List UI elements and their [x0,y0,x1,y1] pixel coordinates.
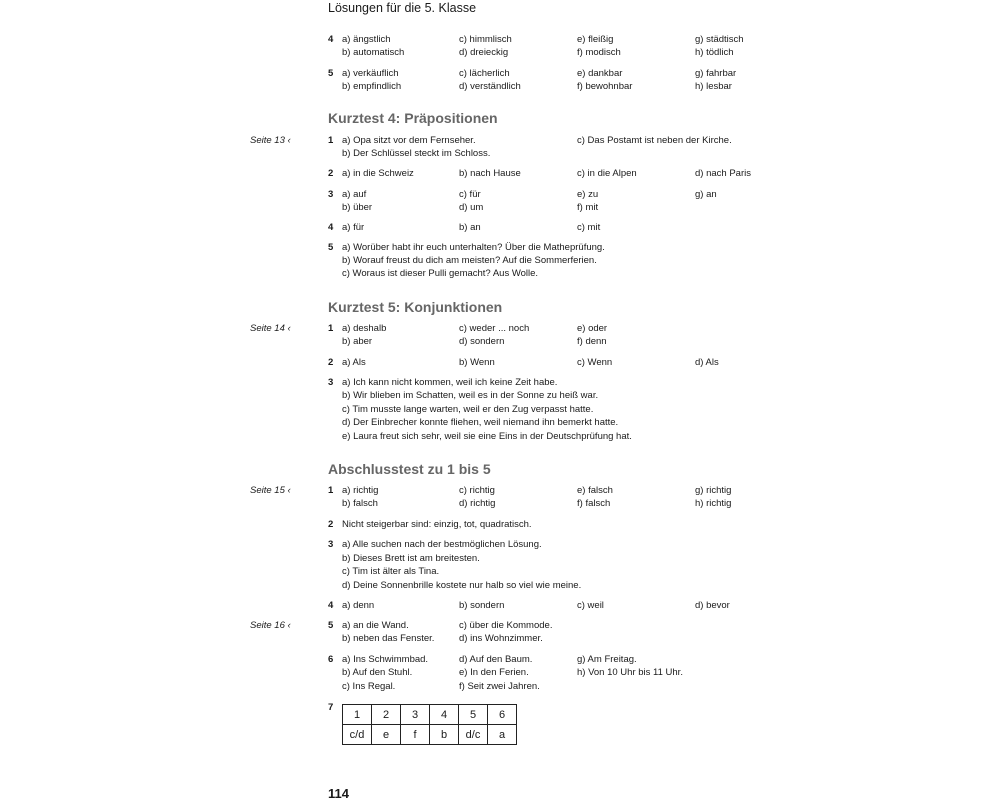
answer-item: c) lächerlich [459,68,510,79]
answer-item: c) richtig [459,485,495,496]
answer-item: b) Auf den Stuhl. [342,667,413,678]
answer-item: b) an [459,222,481,233]
question-number: 1 [328,323,334,334]
table-cell: f [401,725,430,745]
table-header-cell: 3 [401,705,430,725]
table-row [343,725,517,745]
answer-item: e) Laura freut sich sehr, weil sie eine Eins in der Deutschprüfung hat. [342,431,632,442]
question-number: 4 [328,600,334,611]
answer-item: b) sondern [459,600,505,611]
answer-item: a) Ich kann nicht kommen, weil ich keine Zeit habe. [342,377,558,388]
section-title-kurztest-4: Kurztest 4: Präpositionen [328,110,498,126]
answer-item: e) fleißig [577,34,614,45]
answer-item: e) oder [577,323,608,334]
table-header-cell: 6 [488,705,517,725]
answer-item: f) modisch [577,47,621,58]
answer-item: c) Wenn [577,357,613,368]
question-number: 5 [328,68,334,79]
answer-item: b) nach Hause [459,168,521,179]
answer-item: e) falsch [577,485,613,496]
answer-item: e) In den Ferien. [459,667,529,678]
answer-item: b) Dieses Brett ist am breitesten. [342,553,480,564]
question-number: 4 [328,222,334,233]
answer-item: Nicht steigerbar sind: einzig, tot, quadratisch. [342,519,532,530]
page-reference: Seite 14 ‹ [250,323,291,334]
answer-item: f) denn [577,336,607,347]
section-title-kurztest-5: Kurztest 5: Konjunktionen [328,299,503,315]
page-reference: Seite 15 ‹ [250,485,291,496]
table-header-cell: 1 [343,705,372,725]
answer-item: g) an [695,189,717,200]
answer-item: c) mit [577,222,601,233]
answer-item: g) städtisch [695,34,744,45]
answer-item: d) verständlich [459,81,521,92]
answer-item: a) verkäuflich [342,68,399,79]
page-reference: Seite 13 ‹ [250,135,291,146]
answer-item: c) weder ... noch [459,323,530,334]
answer-item: a) Opa sitzt vor dem Fernseher. [342,135,476,146]
answer-item: b) Wir blieben im Schatten, weil es in der Sonne zu heiß war. [342,390,599,401]
question-number: 2 [328,357,334,368]
answer-item: b) aber [342,336,373,347]
answer-item: d) Als [695,357,719,368]
answer-item: d) bevor [695,600,730,611]
answer-item: g) richtig [695,485,732,496]
answer-item: d) nach Paris [695,168,751,179]
answer-item: a) denn [342,600,375,611]
answer-item: a) in die Schweiz [342,168,414,179]
table-header-cell: 5 [459,705,488,725]
answer-item: d) Deine Sonnenbrille kostete nur halb so viel wie meine. [342,580,582,591]
table-cell: c/d [343,725,372,745]
page-header: Lösungen für die 5. Klasse [328,1,477,15]
table-cell: b [430,725,459,745]
question-number: 6 [328,654,334,665]
question-number: 5 [328,242,334,253]
table-cell: d/c [459,725,488,745]
answer-item: e) zu [577,189,599,200]
answer-item: a) Worüber habt ihr euch unterhalten? Über die Matheprüfung. [342,242,605,253]
answer-item: b) Worauf freust du dich am meisten? Auf die Sommerferien. [342,255,597,266]
answer-item: a) Als [342,357,366,368]
answer-item: c) Das Postamt ist neben der Kirche. [577,135,732,146]
question-number: 3 [328,189,334,200]
answer-item: b) falsch [342,498,378,509]
question-number: 3 [328,539,334,550]
question-number: 1 [328,485,334,496]
answer-item: b) über [342,202,373,213]
answer-item: a) für [342,222,365,233]
answer-item: b) neben das Fenster. [342,633,435,644]
question-number: 2 [328,519,334,530]
page-number: 114 [328,786,349,801]
answer-item: d) um [459,202,484,213]
answer-item: b) Wenn [459,357,495,368]
answer-item: a) Ins Schwimmbad. [342,654,429,665]
answer-item: d) ins Wohnzimmer. [459,633,543,644]
answer-item: c) in die Alpen [577,168,637,179]
answer-item: d) Auf den Baum. [459,654,533,665]
answer-item: c) Woraus ist dieser Pulli gemacht? Aus Wolle. [342,268,539,279]
table-header-cell: 2 [372,705,401,725]
answer-item: h) tödlich [695,47,734,58]
answer-item: c) weil [577,600,604,611]
answer-item: c) Tim musste lange warten, weil er den Zug verpasst hatte. [342,404,594,415]
table-cell: a [488,725,517,745]
question-number: 1 [328,135,334,146]
answer-item: a) deshalb [342,323,387,334]
answer-item: c) himmlisch [459,34,512,45]
answer-item: a) an die Wand. [342,620,409,631]
table-cell: e [372,725,401,745]
answer-item: c) Tim ist älter als Tina. [342,566,440,577]
answer-item: h) Von 10 Uhr bis 11 Uhr. [577,667,683,678]
question-number: 3 [328,377,334,388]
answer-item: b) empfindlich [342,81,402,92]
answer-item: g) fahrbar [695,68,737,79]
question-number: 7 [328,702,334,713]
table-row [343,705,517,725]
answer-item: d) Der Einbrecher konnte fliehen, weil niemand ihn bemerkt hatte. [342,417,619,428]
answer-item: f) falsch [577,498,611,509]
answer-item: f) mit [577,202,599,213]
answer-item: g) Am Freitag. [577,654,637,665]
answer-item: d) sondern [459,336,505,347]
answer-item: h) lesbar [695,81,732,92]
section-title-abschlusstest: Abschlusstest zu 1 bis 5 [328,461,491,477]
answer-item: e) dankbar [577,68,623,79]
answer-table [342,704,517,745]
answer-item: d) dreieckig [459,47,509,58]
answer-item: f) bewohnbar [577,81,633,92]
question-number: 4 [328,34,334,45]
question-number: 2 [328,168,334,179]
page-reference: Seite 16 ‹ [250,620,291,631]
answer-item: f) Seit zwei Jahren. [459,681,540,692]
answer-item: c) Ins Regal. [342,681,396,692]
answer-item: c) über die Kommode. [459,620,553,631]
answer-item: c) für [459,189,481,200]
answer-item: h) richtig [695,498,732,509]
table-header-cell: 4 [430,705,459,725]
answer-item: a) richtig [342,485,379,496]
answer-item: a) Alle suchen nach der bestmöglichen Lösung. [342,539,542,550]
answer-item: a) auf [342,189,367,200]
question-number: 5 [328,620,334,631]
answer-item: a) ängstlich [342,34,391,45]
answer-item: d) richtig [459,498,496,509]
answer-item: b) Der Schlüssel steckt im Schloss. [342,148,491,159]
answer-item: b) automatisch [342,47,405,58]
